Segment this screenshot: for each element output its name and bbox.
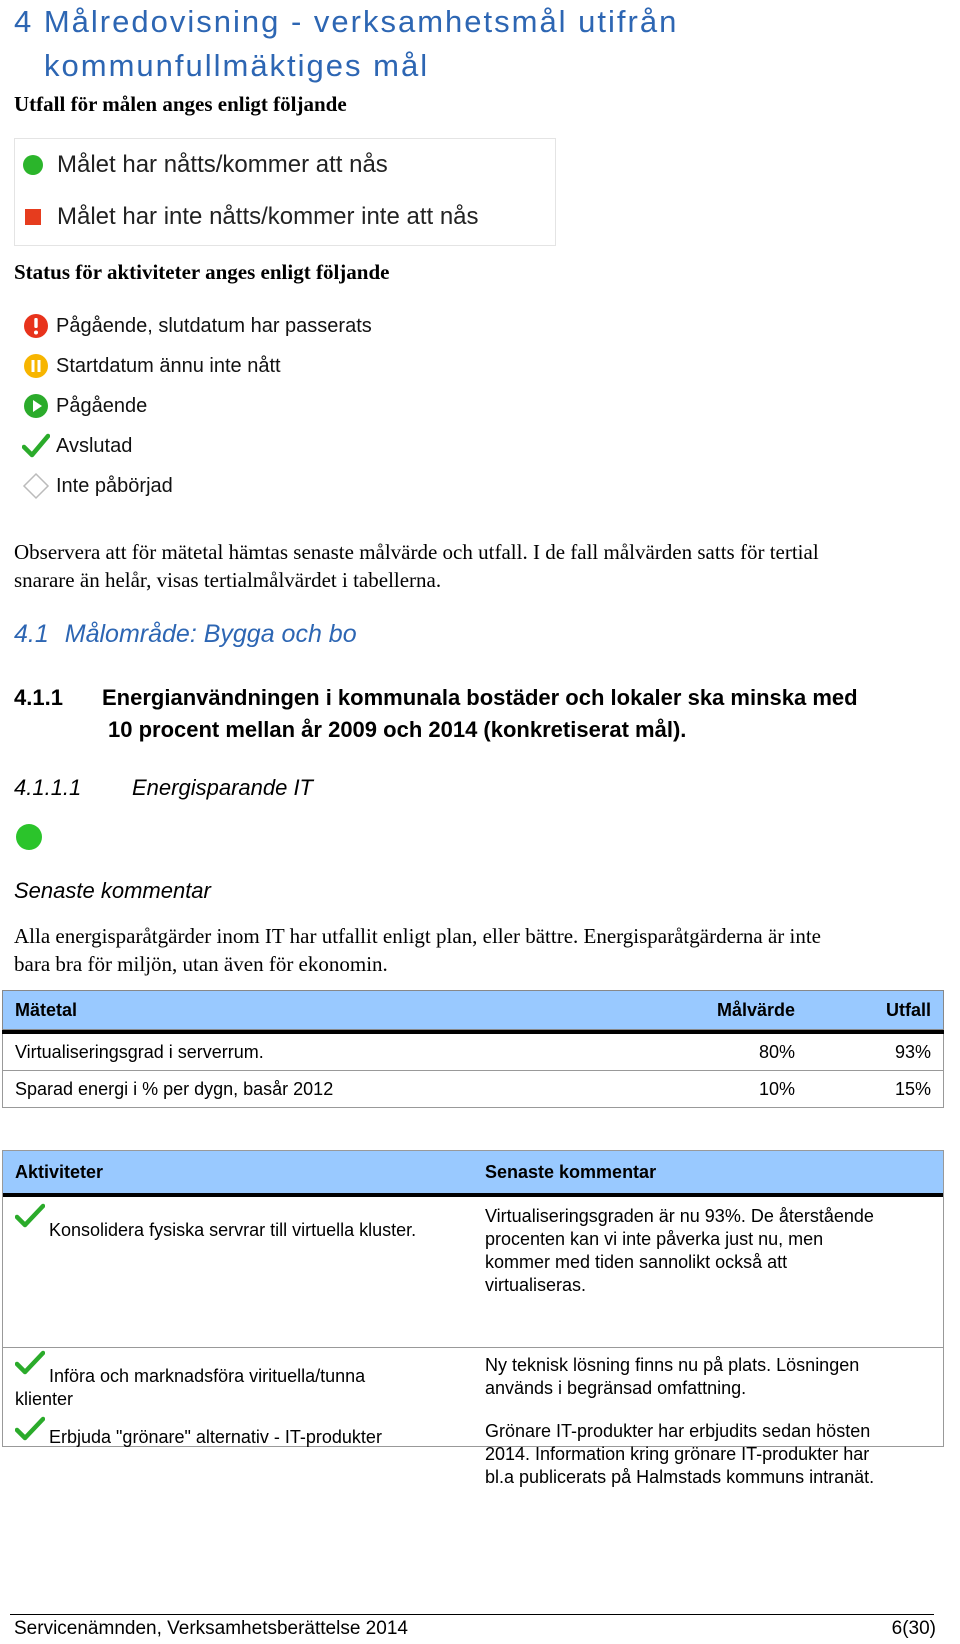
- table-row: [3, 1416, 943, 1487]
- legend-item-label: Målet har nåtts/kommer att nås: [57, 151, 388, 178]
- comment-line: används i begränsad omfattning.: [485, 1378, 747, 1398]
- activity-text-wrap: [15, 1388, 73, 1411]
- footer-title: Servicenämnden, Verksamhetsberättelse 2014: [14, 1618, 408, 1639]
- activities-header-activity: Aktiviteter: [15, 1162, 104, 1182]
- checkmark-icon: [15, 1203, 45, 1234]
- status-item-label: Pågående, slutdatum har passerats: [56, 314, 372, 337]
- red-square-icon: [25, 209, 41, 225]
- status-item-label: Pågående: [56, 394, 148, 417]
- legend-item-label: Målet har inte nåtts/kommer inte att nås: [57, 203, 479, 230]
- table-row: [3, 1197, 943, 1348]
- activity-text: [49, 1365, 365, 1388]
- activity-line: Erbjuda "grönare" alternativ - IT-produkter: [49, 1427, 382, 1447]
- comment-line: Alla energisparåtgärder inom IT har utfallit enligt plan, eller bättre. Energisparåtgärderna är inte: [14, 924, 822, 948]
- comment-line: 2014. Information kring grönare IT-produkter har: [485, 1444, 870, 1464]
- metric-outcome: 93%: [894, 1042, 931, 1062]
- activity-line: Införa och marknadsföra virituella/tunna: [49, 1366, 366, 1386]
- comment-line: bara bra för miljön, utan även för ekonomin.: [14, 952, 388, 976]
- subgoal-number: 4.1.1.1: [14, 775, 82, 800]
- activity-text: [49, 1219, 416, 1242]
- checkmark-icon: [15, 1416, 45, 1447]
- status-item-overdue: [22, 312, 372, 340]
- metrics-header-outcome: Utfall: [886, 1000, 931, 1020]
- table-row: [2, 1034, 944, 1071]
- comment-line: bl.a publicerats på Halmstads kommuns intranät.: [485, 1467, 875, 1487]
- page-heading: [14, 0, 944, 88]
- metrics-header-target: Målvärde: [716, 1000, 795, 1020]
- pause-icon: [22, 352, 50, 380]
- goal-number: 4.1.1: [14, 685, 63, 710]
- activities-header-comment: Senaste kommentar: [485, 1162, 657, 1182]
- status-item-label: Inte påbörjad: [56, 474, 173, 497]
- status-item-ongoing: [22, 392, 147, 420]
- comment-line: kommer med tiden sannolikt också att: [485, 1252, 788, 1272]
- footer-rule: [10, 1614, 934, 1615]
- metrics-table: [2, 990, 944, 1108]
- activity-line: klienter: [15, 1389, 74, 1409]
- diamond-icon: [22, 472, 50, 500]
- status-legend-title: Status för aktiviteter anges enligt följande: [14, 260, 390, 284]
- status-item-not-begun: [22, 472, 173, 500]
- goals-legend: [14, 138, 556, 246]
- comment-line: Virtualiseringsgraden är nu 93%. De återstående: [485, 1206, 874, 1226]
- page-number: 6(30): [891, 1618, 936, 1639]
- activity-text: [49, 1426, 382, 1449]
- status-item-not-started-date: [22, 352, 281, 380]
- play-icon: [22, 392, 50, 420]
- subgoal-title: Energisparande IT: [132, 775, 313, 800]
- legend-item-achieved: [23, 151, 388, 179]
- goal-heading-line2: 10 procent mellan år 2009 och 2014 (konkretiserat mål).: [108, 717, 687, 742]
- activity-comment: [485, 1354, 935, 1400]
- activities-header: [3, 1151, 943, 1193]
- table-row: [2, 1071, 944, 1108]
- comment-line: Ny teknisk lösning finns nu på plats. Lösningen: [485, 1355, 860, 1375]
- checkmark-icon: [22, 432, 50, 460]
- comment-line: Grönare IT-produkter har erbjudits sedan hösten: [485, 1421, 871, 1441]
- page-heading-line1: 4 Målredovisning - verksamhetsmål utifrån: [14, 4, 679, 39]
- comment-line: procenten kan vi inte påverka just nu, men: [485, 1229, 824, 1249]
- note-line: snarare än helår, visas tertialmålvärdet i tabellerna.: [14, 568, 442, 592]
- page-heading-line2: kommunfullmäktiges mål: [44, 48, 430, 83]
- checkmark-icon: [15, 1350, 45, 1381]
- status-item-label: Startdatum ännu inte nått: [56, 354, 281, 377]
- goal-heading-line1: Energianvändningen i kommunala bostäder och lokaler ska minska med: [102, 685, 858, 710]
- status-item-label: Avslutad: [56, 434, 133, 457]
- section-number: 4.1: [14, 620, 49, 648]
- section-title: Målområde: Bygga och bo: [64, 620, 357, 648]
- status-item-finished: [22, 432, 132, 460]
- metric-outcome: 15%: [894, 1079, 931, 1099]
- green-dot-icon: [23, 155, 43, 175]
- activity-line: Konsolidera fysiska servrar till virtuella kluster.: [49, 1220, 417, 1240]
- comment-paragraph: [14, 922, 954, 978]
- activity-comment: [485, 1205, 935, 1297]
- activities-table: [2, 1150, 944, 1487]
- note-paragraph: [14, 538, 954, 594]
- metric-target: 10%: [758, 1079, 795, 1099]
- comment-title: Senaste kommentar: [14, 878, 211, 903]
- section-heading: [14, 620, 357, 649]
- metric-target: 80%: [758, 1042, 795, 1062]
- metrics-header-name: Mätetal: [15, 1000, 78, 1020]
- green-dot-icon: [16, 824, 42, 850]
- comment-line: virtualiseras.: [485, 1275, 587, 1295]
- metric-name: Sparad energi i % per dygn, basår 2012: [15, 1079, 334, 1099]
- legend-item-not-achieved: [23, 203, 479, 231]
- exclamation-icon: [22, 312, 50, 340]
- goals-legend-title: Utfall för målen anges enligt följande: [14, 92, 347, 116]
- note-line: Observera att för mätetal hämtas senaste målvärde och utfall. I de fall målvärden satts för tertial: [14, 540, 819, 564]
- activity-comment: [485, 1420, 935, 1489]
- table-row: [3, 1348, 943, 1412]
- metric-name: Virtualiseringsgrad i serverrum.: [15, 1042, 264, 1062]
- metrics-header: [2, 990, 944, 1030]
